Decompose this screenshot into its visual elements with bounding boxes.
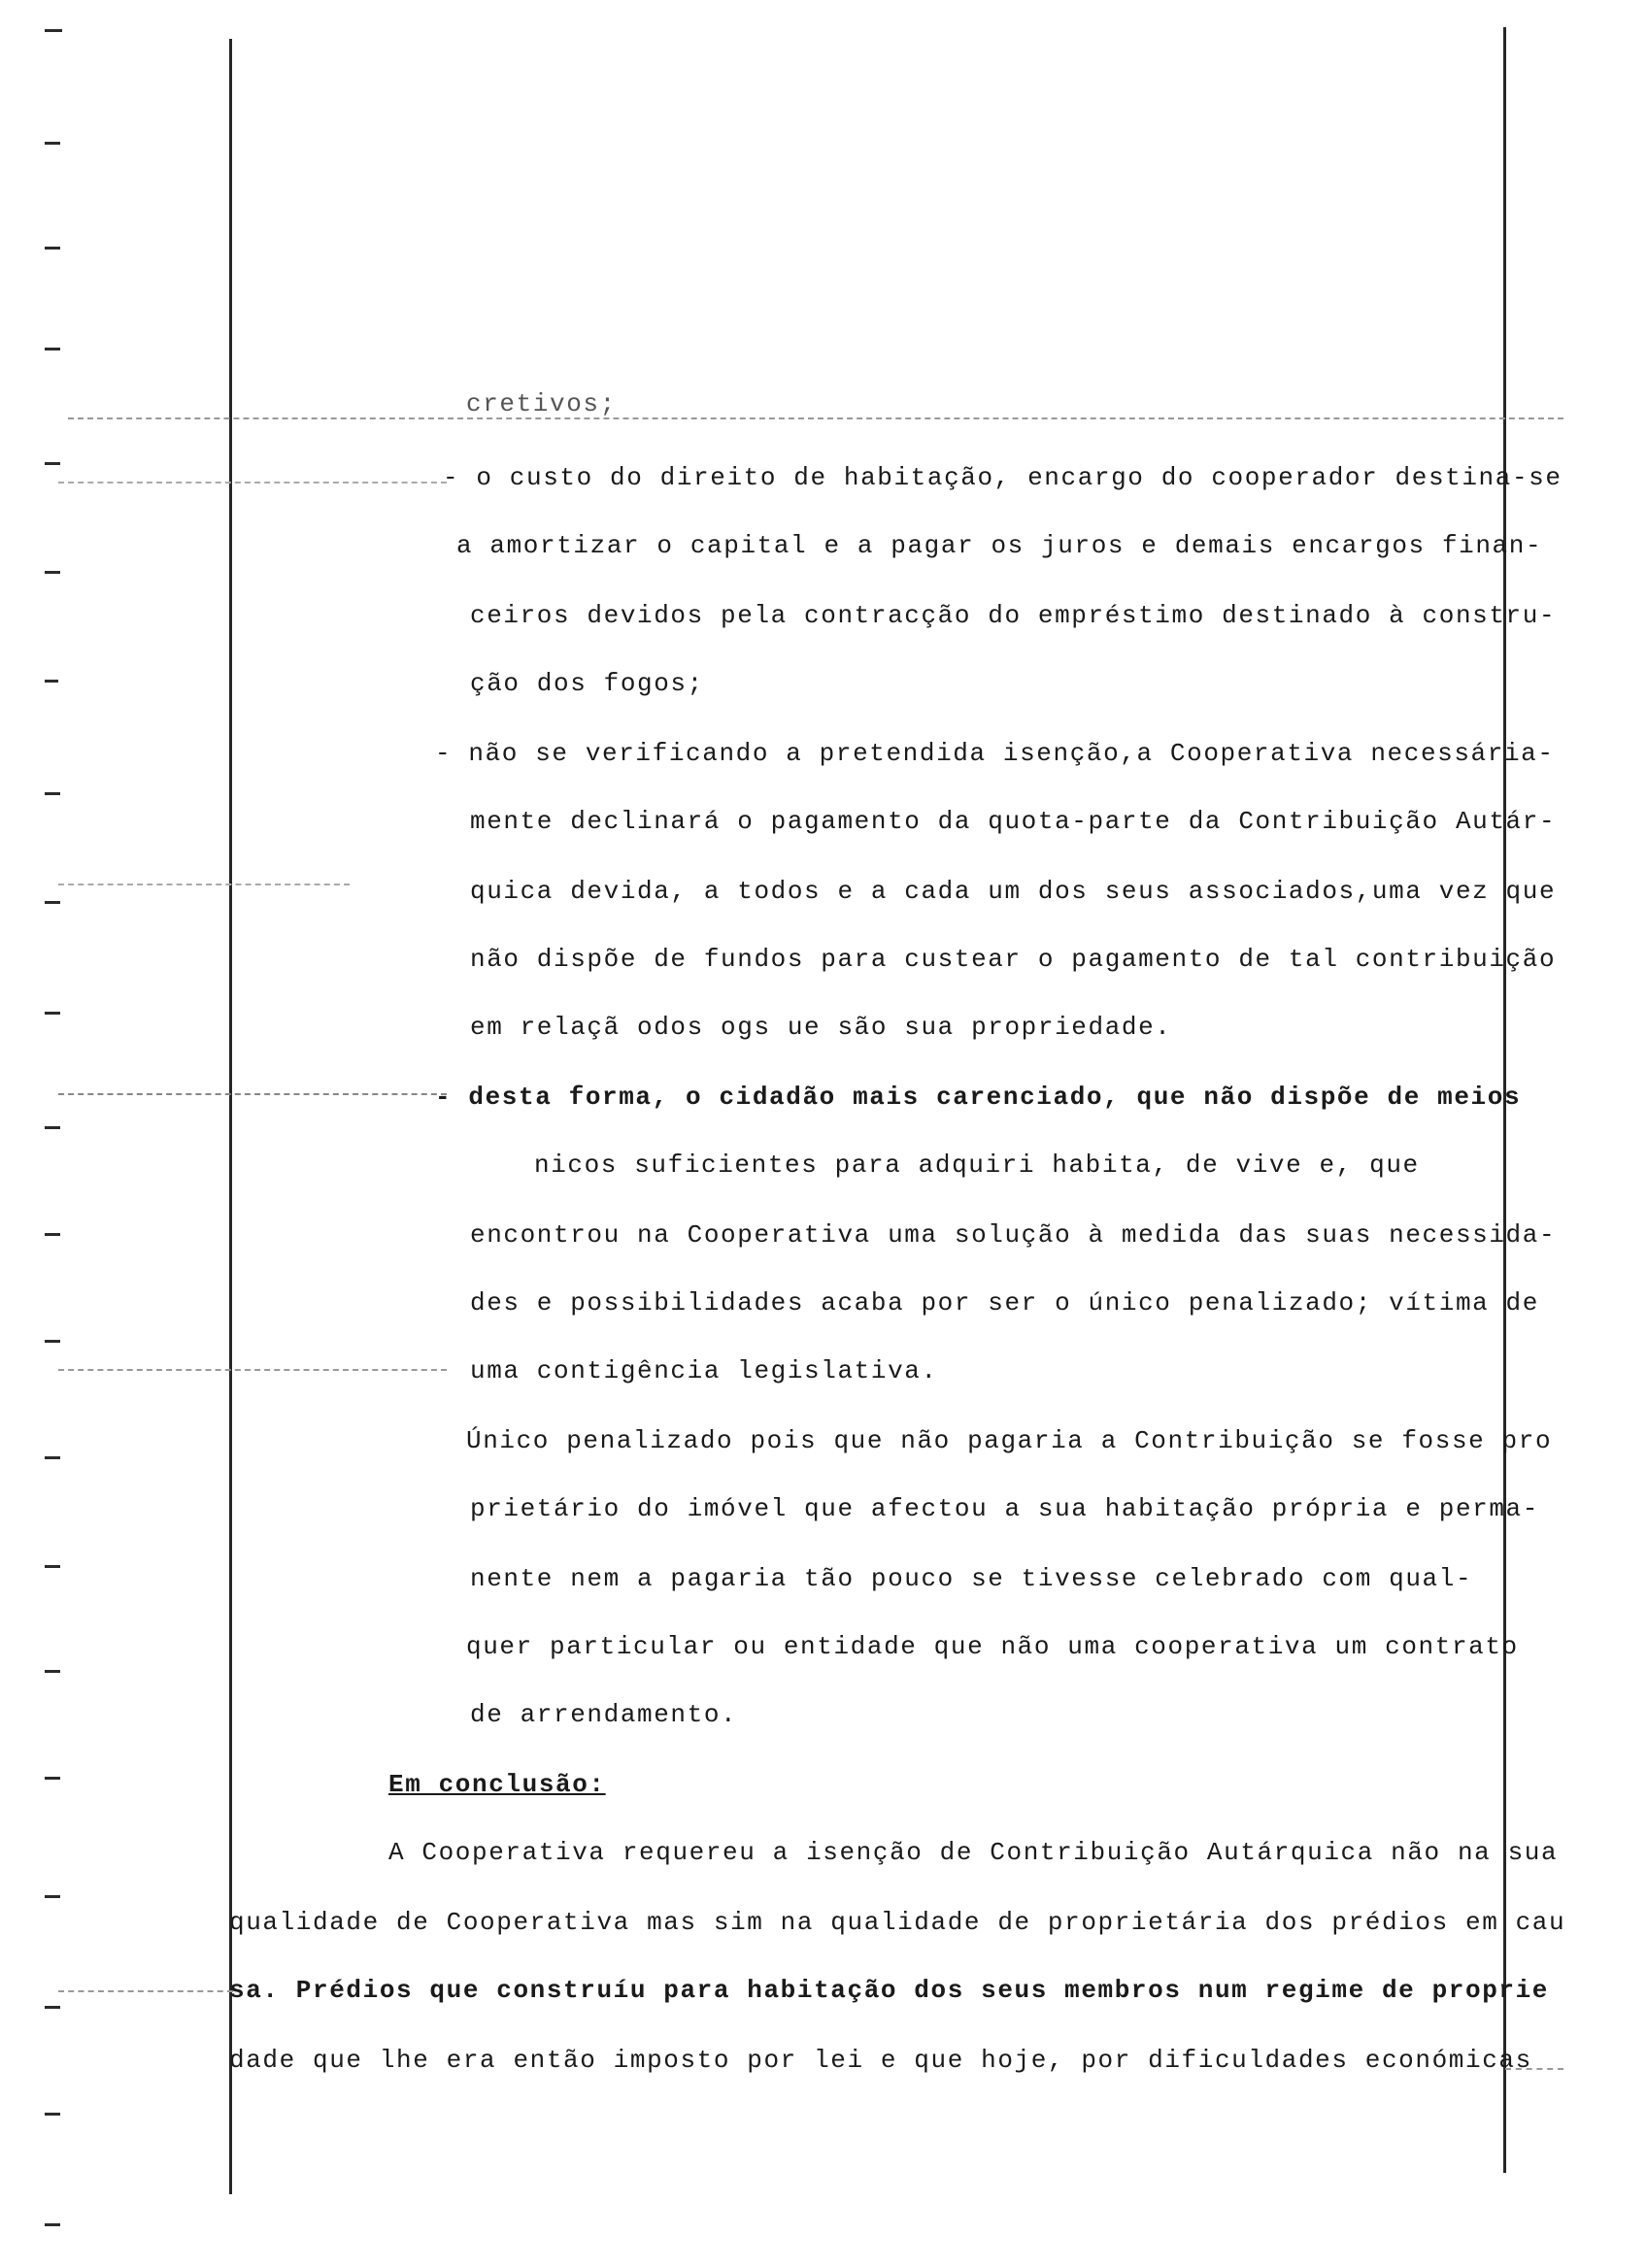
- section-heading-conclusion: Em conclusão:: [388, 1770, 606, 1799]
- text-line-14: des e possibilidades acaba por ser o único penalizado; vítima de: [470, 1288, 1539, 1317]
- text-line-9: não dispõe de fundos para custear o pagamento de tal contribuição: [470, 945, 1557, 974]
- text-line-8: quica devida, a todos e a cada um dos seus associados,uma vez que: [470, 877, 1557, 906]
- text-line-12: nicos suficientes para adquiri habita, de vive e, que: [534, 1151, 1420, 1180]
- text-line-25: dade que lhe era então imposto por lei e que hoje, por dificuldades económicas: [229, 2046, 1532, 2075]
- text-line-18: nente nem a pagaria tão pouco se tivesse celebrado com qual-: [470, 1564, 1473, 1593]
- text-line-2: - o custo do direito de habitação, encargo do cooperador destina-se: [443, 463, 1563, 492]
- text-line-22: A Cooperativa requereu a isenção de Contribuição Autárquica não na sua: [388, 1838, 1559, 1867]
- left-margin-rule: [229, 39, 232, 2194]
- text-line-13: encontrou na Cooperativa uma solução à medida das suas necessida-: [470, 1220, 1557, 1250]
- text-line-19: quer particular ou entidade que não uma cooperativa um contrato: [466, 1632, 1519, 1661]
- text-line-7: mente declinará o pagamento da quota-parte da Contribuição Autár-: [470, 807, 1557, 836]
- text-line-16: Único penalizado pois que não pagaria a Contribuição se fosse pro: [466, 1426, 1553, 1455]
- text-line-15: uma contigência legislativa.: [470, 1356, 938, 1385]
- text-line-1: cretivos;: [466, 389, 617, 418]
- text-line-17: prietário do imóvel que afectou a sua habitação própria e perma-: [470, 1494, 1539, 1523]
- text-line-23: qualidade de Cooperativa mas sim na qualidade de proprietária dos prédios em cau: [229, 1908, 1566, 1937]
- text-line-4: ceiros devidos pela contracção do empréstimo destinado à constru-: [470, 601, 1557, 630]
- text-line-11: - desta forma, o cidadão mais carenciado, que não dispõe de meios: [435, 1083, 1522, 1112]
- text-line-5: ção dos fogos;: [470, 669, 704, 698]
- text-line-20: de arrendamento.: [470, 1700, 738, 1729]
- text-line-10: em relaçã odos ogs ue são sua propriedade.: [470, 1013, 1172, 1042]
- text-line-6: - não se verificando a pretendida isenção,a Cooperativa necessária-: [435, 739, 1555, 768]
- text-line-24: sa. Prédios que construíu para habitação dos seus membros num regime de proprie: [229, 1976, 1549, 2005]
- text-line-3: a amortizar o capital e a pagar os juros e demais encargos finan-: [456, 531, 1543, 560]
